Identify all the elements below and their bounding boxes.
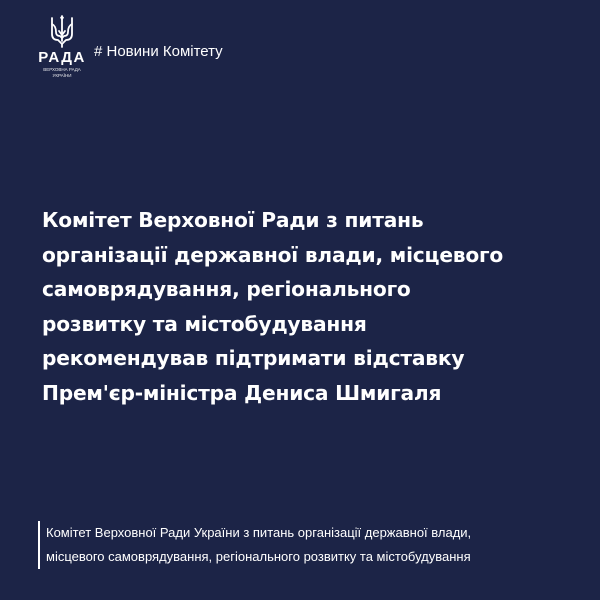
committee-footer [38, 521, 600, 569]
headline [42, 203, 582, 410]
footer-line: Комітет Верховної Ради України з питань організації державної влади, [46, 525, 472, 540]
parliament-logo [34, 14, 90, 78]
headline-line: Комітет Верховної Ради з питань [42, 208, 424, 232]
logo-wordmark: РАДА [38, 49, 86, 66]
section-tag: # Новини Комітету [94, 43, 223, 60]
footer-line: місцевого самоврядування, регіонального розвитку та містобудування [46, 549, 471, 564]
headline-line: самоврядування, регіонального [42, 277, 411, 301]
headline-line: Прем'єр-міністра Дениса Шмигаля [42, 380, 442, 405]
logo-subtitle: ВЕРХОВНА РАДА УКРАЇНИ [43, 67, 81, 78]
headline-line: розвитку та містобудування [42, 311, 367, 336]
headline-line: рекомендував підтримати відставку [42, 346, 465, 370]
headline-line: організації державної влади, місцевого [42, 242, 504, 267]
trident-icon [49, 14, 75, 48]
